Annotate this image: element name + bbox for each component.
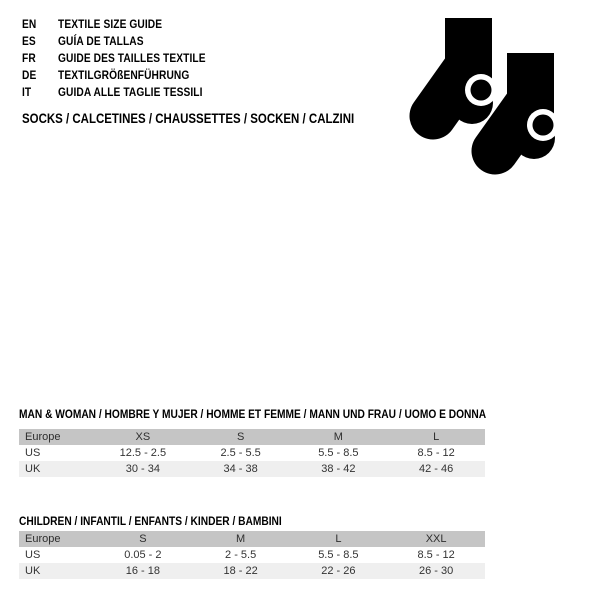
size-cell: 18 - 22 <box>223 565 258 577</box>
size-cell: 42 - 46 <box>419 463 454 475</box>
language-row-es <box>22 32 232 49</box>
size-cell: 2.5 - 5.5 <box>220 447 261 459</box>
language-label: TEXTILE SIZE GUIDE <box>58 16 163 31</box>
row-label: UK <box>25 463 41 475</box>
language-row-en <box>22 15 232 32</box>
row-label: US <box>25 549 41 561</box>
table-title <box>19 514 485 528</box>
column-header: M <box>333 431 343 443</box>
size-cell: 8.5 - 12 <box>417 549 455 561</box>
language-row-de <box>22 66 232 83</box>
size-cell: 26 - 30 <box>419 565 454 577</box>
table-row-uk <box>19 563 485 579</box>
size-cell: 30 - 34 <box>125 463 160 475</box>
column-header-europe: Europe <box>25 431 61 443</box>
table-row-us <box>19 445 485 461</box>
size-table-man-woman <box>19 407 485 477</box>
table-row-uk <box>19 461 485 477</box>
size-cell: 34 - 38 <box>223 463 258 475</box>
size-cell: 12.5 - 2.5 <box>119 447 167 459</box>
size-cell: 16 - 18 <box>125 565 160 577</box>
size-table <box>19 531 485 579</box>
column-header-europe: Europe <box>25 533 61 545</box>
column-header: S <box>236 431 245 443</box>
column-header: L <box>335 533 342 545</box>
row-label: UK <box>25 565 41 577</box>
column-header: L <box>433 431 440 443</box>
table-header-row <box>19 429 485 445</box>
size-table-children <box>19 514 485 579</box>
language-label: GUÍA DE TALLAS <box>58 33 144 48</box>
language-row-it <box>22 83 232 100</box>
size-cell: 22 - 26 <box>321 565 356 577</box>
socks-icon <box>400 5 570 195</box>
language-label: GUIDA ALLE TAGLIE TESSILI <box>58 84 203 99</box>
size-cell: 38 - 42 <box>321 463 356 475</box>
table-title <box>19 407 485 421</box>
size-cell: 5.5 - 8.5 <box>318 447 359 459</box>
column-header: S <box>139 533 147 545</box>
column-header: XXL <box>425 533 447 545</box>
language-code: IT <box>22 84 32 99</box>
language-label: GUIDE DES TAILLES TEXTILE <box>58 50 206 65</box>
socks-icon-svg <box>400 5 570 190</box>
column-header: M <box>236 533 246 545</box>
size-cell: 0.05 - 2 <box>124 549 162 561</box>
language-code: EN <box>22 16 37 31</box>
category-title <box>22 111 413 126</box>
table-title-text: MAN & WOMAN / HOMBRE Y MUJER / HOMME ET FEMME / MANN UND FRAU / UOMO E DONNA <box>19 407 487 421</box>
language-row-fr <box>22 49 232 66</box>
language-code: FR <box>22 50 36 65</box>
column-header: XS <box>135 431 151 443</box>
category-title-text: SOCKS / CALCETINES / CHAUSSETTES / SOCKEN / CALZINI <box>22 111 355 126</box>
language-list <box>22 15 232 100</box>
row-label: US <box>25 447 41 459</box>
language-code: DE <box>22 67 37 82</box>
size-cell: 8.5 - 12 <box>417 447 455 459</box>
size-cell: 5.5 - 8.5 <box>318 549 359 561</box>
language-code: ES <box>22 33 36 48</box>
language-label: TEXTILGRÖßENFÜHRUNG <box>58 67 190 82</box>
table-row-us <box>19 547 485 563</box>
table-title-text: CHILDREN / INFANTIL / ENFANTS / KINDER / BAMBINI <box>19 514 282 528</box>
size-table <box>19 429 485 477</box>
table-header-row <box>19 531 485 547</box>
size-cell: 2 - 5.5 <box>225 549 257 561</box>
